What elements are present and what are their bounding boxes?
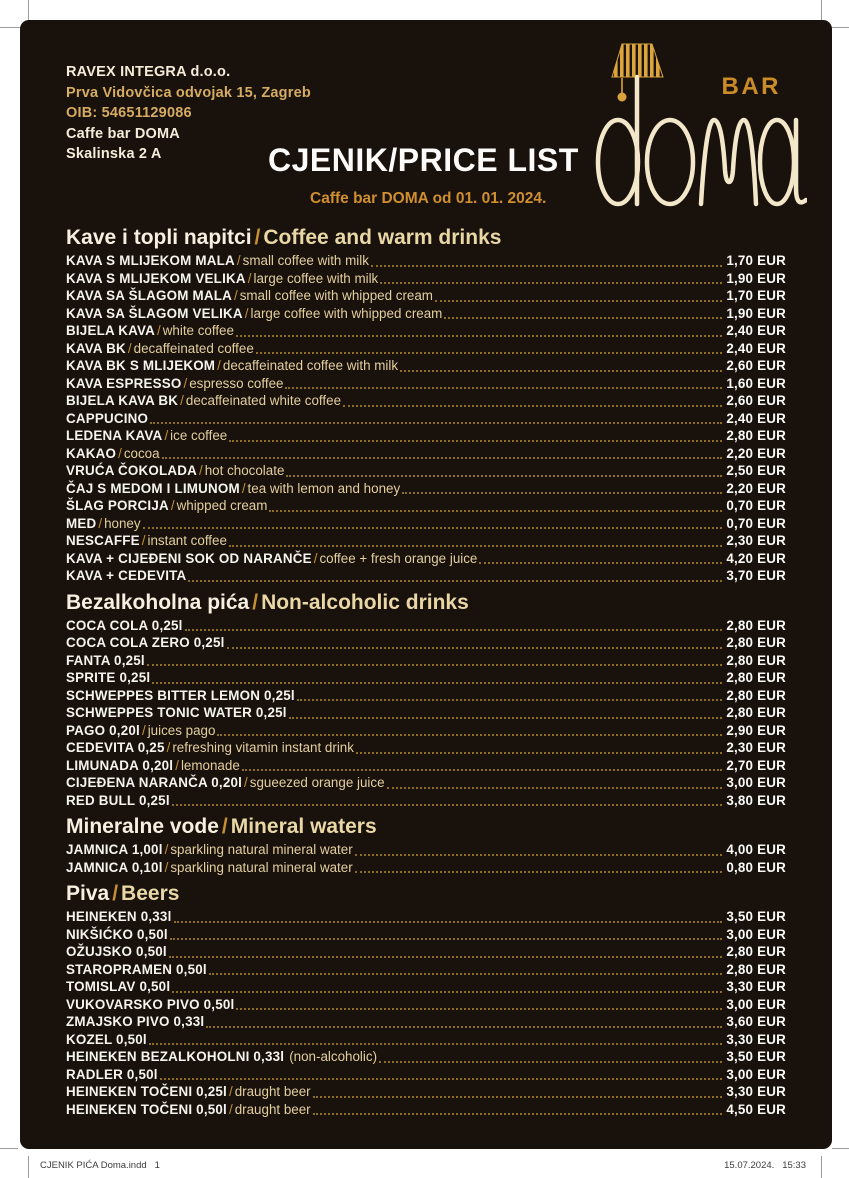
dotted-leader bbox=[387, 787, 723, 789]
item-name: NESCAFFE bbox=[66, 533, 140, 548]
item-name: HEINEKEN BEZALKOHOLNI 0,33l bbox=[66, 1049, 285, 1064]
menu-item bbox=[66, 410, 786, 428]
dotted-leader bbox=[380, 282, 722, 284]
menu-item bbox=[66, 340, 786, 358]
dotted-leader bbox=[229, 545, 722, 547]
dotted-leader bbox=[371, 265, 722, 267]
item-name: BIJELA KAVA BK bbox=[66, 393, 179, 408]
item-price: 2,80 EUR bbox=[726, 944, 786, 959]
item-price: 2,40 EUR bbox=[726, 410, 786, 426]
item-name: ZMAJSKO PIVO 0,33l bbox=[66, 1014, 205, 1029]
item-name: KAVA SA ŠLAGOM VELIKA bbox=[66, 305, 243, 321]
section-title-en: Mineral waters bbox=[230, 815, 377, 838]
menu-item bbox=[66, 978, 786, 996]
item-name: CIJEĐENA NARANČA 0,20l bbox=[66, 775, 243, 790]
dotted-leader bbox=[172, 804, 723, 806]
dotted-leader bbox=[229, 440, 722, 442]
slash: / bbox=[244, 305, 249, 321]
item-desc: large coffee with whipped cream bbox=[250, 305, 443, 321]
item-name: BIJELA KAVA bbox=[66, 323, 155, 338]
item-desc: juices pago bbox=[147, 722, 216, 738]
item-price: 2,70 EUR bbox=[726, 757, 786, 773]
item-price: 2,80 EUR bbox=[726, 652, 786, 668]
item-desc: decaffeinated coffee bbox=[133, 340, 254, 356]
crop-mark bbox=[821, 1156, 822, 1178]
item-desc: lemonade bbox=[180, 757, 240, 773]
item-desc: draught beer bbox=[234, 1084, 311, 1099]
slash: / bbox=[98, 515, 103, 531]
footer-filename: CJENIK PIĆA Doma.indd 1 bbox=[40, 1160, 160, 1171]
crop-mark bbox=[0, 27, 21, 28]
item-name: KAVA BK bbox=[66, 340, 126, 356]
item-name: STAROPRAMEN 0,50l bbox=[66, 961, 207, 977]
menu-item bbox=[66, 287, 786, 305]
item-name: JAMNICA 1,00l bbox=[66, 842, 163, 857]
menu-item bbox=[66, 996, 786, 1014]
item-desc: large coffee with milk bbox=[253, 270, 379, 286]
section-title bbox=[66, 226, 786, 249]
item-price: 2,80 EUR bbox=[726, 961, 786, 977]
item-price: 3,30 EUR bbox=[726, 979, 786, 994]
menu-item bbox=[66, 357, 786, 375]
item-price: 1,70 EUR bbox=[726, 288, 786, 303]
item-name: NIKŠIĆKO 0,50l bbox=[66, 926, 168, 942]
item-desc: tea with lemon and honey bbox=[247, 480, 401, 496]
item-desc: draught beer bbox=[234, 1101, 311, 1117]
item-desc: sparkling natural mineral water bbox=[170, 859, 353, 875]
item-name: KAVA S MLIJEKOM VELIKA bbox=[66, 270, 246, 286]
item-price: 4,50 EUR bbox=[726, 1101, 786, 1117]
item-name: TOMISLAV 0,50l bbox=[66, 979, 171, 994]
menu-item bbox=[66, 1101, 786, 1119]
dotted-leader bbox=[174, 921, 723, 923]
section-title-en: Beers bbox=[121, 882, 180, 905]
menu-item bbox=[66, 634, 786, 652]
item-price: 3,30 EUR bbox=[726, 1031, 786, 1047]
slash: / bbox=[164, 842, 169, 857]
item-price: 1,90 EUR bbox=[726, 270, 786, 286]
menu-item bbox=[66, 792, 786, 810]
item-desc: white coffee bbox=[162, 323, 234, 338]
menu-item bbox=[66, 497, 786, 515]
item-name: LEDENA KAVA bbox=[66, 428, 163, 443]
dotted-leader bbox=[402, 492, 722, 494]
item-price: 3,60 EUR bbox=[726, 1014, 786, 1029]
menu-item bbox=[66, 926, 786, 944]
item-name: SCHWEPPES TONIC WATER 0,25l bbox=[66, 705, 287, 720]
dotted-leader bbox=[379, 1061, 722, 1063]
item-price: 3,30 EUR bbox=[726, 1084, 786, 1099]
dotted-leader bbox=[170, 938, 723, 940]
menu-item bbox=[66, 841, 786, 859]
slash: / bbox=[157, 323, 161, 338]
menu-item bbox=[66, 943, 786, 961]
dotted-leader bbox=[172, 991, 722, 993]
slash: / bbox=[228, 1084, 233, 1099]
slash: / bbox=[183, 375, 188, 391]
dotted-leader bbox=[355, 871, 723, 873]
crop-mark bbox=[821, 0, 822, 20]
company-street: Skalinska 2 A bbox=[66, 146, 162, 163]
section-title-hr: Bezalkoholna pića bbox=[66, 590, 250, 614]
item-price: 4,20 EUR bbox=[726, 550, 786, 566]
item-name: OŽUJSKO 0,50l bbox=[66, 944, 167, 959]
menu-section bbox=[66, 882, 786, 1118]
item-price: 0,70 EUR bbox=[726, 515, 786, 531]
logo-bar-label: BAR bbox=[721, 73, 781, 100]
menu-item bbox=[66, 270, 786, 288]
menu-section bbox=[66, 591, 786, 810]
item-price: 2,80 EUR bbox=[726, 428, 786, 443]
item-desc: sgueezed orange juice bbox=[249, 775, 385, 790]
company-name: RAVEX INTEGRA d.o.o. bbox=[66, 64, 231, 80]
item-desc: cocoa bbox=[123, 445, 160, 461]
menu-item bbox=[66, 859, 786, 877]
item-name: CAPPUCINO bbox=[66, 410, 149, 426]
dotted-leader bbox=[206, 1026, 722, 1028]
item-price: 2,90 EUR bbox=[726, 722, 786, 738]
dotted-leader bbox=[160, 1078, 723, 1080]
item-price: 2,80 EUR bbox=[726, 617, 786, 633]
item-price: 3,00 EUR bbox=[726, 996, 786, 1012]
crop-mark bbox=[832, 1148, 849, 1149]
item-desc: espresso coffee bbox=[189, 375, 284, 391]
dotted-leader bbox=[209, 973, 723, 975]
crop-mark bbox=[28, 0, 29, 20]
item-name: KAVA S MLIJEKOM MALA bbox=[66, 253, 235, 268]
item-price: 2,60 EUR bbox=[726, 358, 786, 373]
item-name: COCA COLA ZERO 0,25l bbox=[66, 635, 225, 650]
slash: / bbox=[217, 358, 221, 373]
menu-item bbox=[66, 1048, 786, 1066]
item-name: KOZEL 0,50l bbox=[66, 1031, 147, 1047]
item-price: 2,20 EUR bbox=[726, 445, 786, 461]
dotted-leader bbox=[400, 370, 722, 372]
menu-item bbox=[66, 305, 786, 323]
item-price: 3,50 EUR bbox=[726, 909, 786, 924]
item-price: 2,30 EUR bbox=[726, 533, 786, 548]
dotted-leader bbox=[297, 699, 723, 701]
item-name: KAVA SA ŠLAGOM MALA bbox=[66, 288, 232, 303]
menu-item bbox=[66, 1083, 786, 1101]
item-price: 2,40 EUR bbox=[726, 340, 786, 356]
section-title bbox=[66, 815, 786, 838]
menu-item bbox=[66, 252, 786, 270]
item-desc: instant coffee bbox=[147, 533, 227, 548]
slash: / bbox=[141, 722, 146, 738]
slash: / bbox=[221, 815, 228, 838]
crop-mark bbox=[831, 27, 849, 28]
menu-sections bbox=[66, 226, 786, 1118]
item-price: 1,70 EUR bbox=[726, 253, 786, 268]
item-price: 2,30 EUR bbox=[726, 740, 786, 755]
slash: / bbox=[164, 428, 169, 443]
item-desc: small coffee with milk bbox=[242, 253, 369, 268]
slash: / bbox=[228, 1101, 233, 1117]
slash: / bbox=[244, 775, 248, 790]
item-price: 3,50 EUR bbox=[726, 1049, 786, 1064]
item-desc: coffee + fresh orange juice bbox=[319, 550, 478, 566]
item-name: PAGO 0,20l bbox=[66, 722, 140, 738]
crop-mark bbox=[0, 1148, 18, 1149]
crop-mark bbox=[28, 1156, 29, 1178]
item-price: 2,60 EUR bbox=[726, 393, 786, 408]
dotted-leader bbox=[149, 1043, 723, 1045]
slash: / bbox=[166, 740, 171, 755]
item-price: 3,70 EUR bbox=[726, 568, 786, 583]
item-price: 2,20 EUR bbox=[726, 480, 786, 496]
item-price: 2,80 EUR bbox=[726, 635, 786, 650]
dotted-leader bbox=[152, 682, 722, 684]
page-title: CJENIK/PRICE LIST bbox=[268, 142, 579, 178]
menu-item bbox=[66, 908, 786, 926]
slash: / bbox=[180, 393, 184, 408]
item-price: 4,00 EUR bbox=[726, 842, 786, 857]
menu-item bbox=[66, 687, 786, 705]
slash: / bbox=[252, 590, 259, 614]
menu-item bbox=[66, 652, 786, 670]
menu-item bbox=[66, 617, 786, 635]
menu-item bbox=[66, 375, 786, 393]
menu-item bbox=[66, 567, 786, 585]
menu-item bbox=[66, 515, 786, 533]
item-name: ČAJ S MEDOM I LIMUNOM bbox=[66, 480, 240, 496]
item-name: VRUĆA ČOKOLADA bbox=[66, 463, 197, 478]
dotted-leader bbox=[269, 510, 722, 512]
menu-item bbox=[66, 462, 786, 480]
dotted-leader bbox=[242, 769, 723, 771]
slash: / bbox=[175, 757, 179, 773]
item-price: 3,00 EUR bbox=[726, 926, 786, 942]
dotted-leader bbox=[147, 664, 723, 666]
menu-item bbox=[66, 1013, 786, 1031]
item-desc: (non-alcoholic) bbox=[289, 1049, 378, 1064]
slash: / bbox=[127, 340, 132, 356]
item-name: KAVA BK S MLIJEKOM bbox=[66, 358, 216, 373]
section-title-hr: Mineralne vode bbox=[66, 815, 219, 838]
slash: / bbox=[170, 498, 175, 513]
menu-item bbox=[66, 757, 786, 775]
dotted-leader bbox=[286, 475, 722, 477]
item-desc: refreshing vitamin instant drink bbox=[172, 740, 354, 755]
lamp-doma-wordmark-icon bbox=[572, 40, 807, 215]
menu-item bbox=[66, 392, 786, 410]
item-name: RED BULL 0,25l bbox=[66, 792, 170, 808]
section-title-hr: Kave i topli napitci bbox=[66, 226, 252, 249]
dotted-leader bbox=[150, 422, 722, 424]
menu-section bbox=[66, 226, 786, 585]
item-name: KAVA ESPRESSO bbox=[66, 375, 182, 391]
item-price: 2,80 EUR bbox=[726, 705, 786, 720]
footer-timestamp: 15.07.2024. 15:33 bbox=[724, 1160, 806, 1171]
dotted-leader bbox=[444, 317, 722, 319]
item-price: 2,40 EUR bbox=[726, 323, 786, 338]
slash: / bbox=[112, 882, 119, 905]
item-name: KAVA + CIJEĐENI SOK OD NARANČE bbox=[66, 550, 312, 566]
dotted-leader bbox=[143, 527, 723, 529]
item-price: 0,80 EUR bbox=[726, 859, 786, 875]
item-price: 2,50 EUR bbox=[726, 463, 786, 478]
item-desc: whipped cream bbox=[176, 498, 268, 513]
section-title-en: Non-alcoholic drinks bbox=[261, 590, 469, 614]
item-name: SCHWEPPES BITTER LEMON 0,25l bbox=[66, 687, 295, 703]
item-name: HEINEKEN TOČENI 0,50l bbox=[66, 1101, 227, 1117]
item-name: RADLER 0,50l bbox=[66, 1066, 158, 1082]
menu-item bbox=[66, 322, 786, 340]
slash: / bbox=[141, 533, 146, 548]
slash: / bbox=[236, 253, 241, 268]
slash: / bbox=[233, 288, 238, 303]
dotted-leader bbox=[236, 335, 722, 337]
menu-item bbox=[66, 739, 786, 757]
doma-logo bbox=[572, 40, 807, 215]
slash: / bbox=[164, 859, 169, 875]
item-name: HEINEKEN TOČENI 0,25l bbox=[66, 1084, 227, 1099]
menu-item bbox=[66, 445, 786, 463]
dotted-leader bbox=[217, 734, 722, 736]
slash: / bbox=[254, 226, 261, 249]
menu-item bbox=[66, 532, 786, 550]
menu-item bbox=[66, 480, 786, 498]
item-name: FANTA 0,25l bbox=[66, 652, 145, 668]
item-name: HEINEKEN 0,33l bbox=[66, 909, 172, 924]
item-desc: ice coffee bbox=[170, 428, 228, 443]
page-content bbox=[66, 20, 786, 1149]
dotted-leader bbox=[188, 580, 722, 582]
price-list-page bbox=[20, 20, 832, 1149]
dotted-leader bbox=[289, 717, 723, 719]
item-name: JAMNICA 0,10l bbox=[66, 859, 163, 875]
item-name: KAVA + CEDEVITA bbox=[66, 568, 187, 583]
company-bar-name: Caffe bar DOMA bbox=[66, 125, 180, 142]
item-name: ŠLAG PORCIJA bbox=[66, 498, 169, 513]
slash: / bbox=[313, 550, 318, 566]
item-name: MED bbox=[66, 515, 97, 531]
section-title bbox=[66, 882, 786, 905]
dotted-leader bbox=[313, 1113, 723, 1115]
menu-section bbox=[66, 815, 786, 876]
dotted-leader bbox=[227, 647, 723, 649]
slash: / bbox=[199, 463, 203, 478]
section-title-en: Coffee and warm drinks bbox=[263, 226, 502, 249]
slash: / bbox=[241, 480, 246, 496]
menu-item bbox=[66, 669, 786, 687]
dotted-leader bbox=[162, 457, 723, 459]
item-name: VUKOVARSKO PIVO 0,50l bbox=[66, 996, 235, 1012]
item-name: SPRITE 0,25l bbox=[66, 670, 151, 685]
item-price: 1,90 EUR bbox=[726, 305, 786, 321]
dotted-leader bbox=[355, 854, 723, 856]
item-desc: decaffeinated white coffee bbox=[185, 393, 342, 408]
dotted-leader bbox=[356, 752, 722, 754]
company-oib: OIB: 54651129086 bbox=[66, 105, 192, 122]
menu-item bbox=[66, 722, 786, 740]
item-name: KAKAO bbox=[66, 445, 117, 461]
company-address: Prva Vidovčica odvojak 15, Zagreb bbox=[66, 84, 311, 101]
item-name: LIMUNADA 0,20l bbox=[66, 757, 174, 773]
header bbox=[66, 20, 786, 220]
item-price: 2,80 EUR bbox=[726, 670, 786, 685]
item-name: COCA COLA 0,25l bbox=[66, 617, 183, 633]
slash: / bbox=[118, 445, 122, 461]
item-price: 3,00 EUR bbox=[726, 1066, 786, 1082]
menu-item bbox=[66, 774, 786, 792]
dotted-leader bbox=[285, 387, 722, 389]
dotted-leader bbox=[343, 405, 722, 407]
menu-item bbox=[66, 704, 786, 722]
slash: / bbox=[247, 270, 252, 286]
item-price: 2,80 EUR bbox=[726, 687, 786, 703]
item-price: 1,60 EUR bbox=[726, 375, 786, 391]
dotted-leader bbox=[236, 1008, 722, 1010]
dotted-leader bbox=[256, 352, 723, 354]
dotted-leader bbox=[169, 956, 723, 958]
page-subtitle: Caffe bar DOMA od 01. 01. 2024. bbox=[310, 190, 547, 207]
menu-item bbox=[66, 1031, 786, 1049]
menu-item bbox=[66, 427, 786, 445]
item-price: 3,00 EUR bbox=[726, 775, 786, 790]
menu-item bbox=[66, 1066, 786, 1084]
section-title bbox=[66, 591, 786, 614]
item-name: CEDEVITA 0,25 bbox=[66, 740, 165, 755]
dotted-leader bbox=[185, 629, 723, 631]
menu-item bbox=[66, 961, 786, 979]
section-title-hr: Piva bbox=[66, 882, 110, 905]
item-desc: honey bbox=[104, 515, 141, 531]
item-price: 0,70 EUR bbox=[726, 498, 786, 513]
item-price: 3,80 EUR bbox=[726, 792, 786, 808]
menu-item bbox=[66, 550, 786, 568]
dotted-leader bbox=[435, 300, 722, 302]
dotted-leader bbox=[479, 562, 722, 564]
item-desc: decaffeinated coffee with milk bbox=[222, 358, 399, 373]
item-desc: sparkling natural mineral water bbox=[170, 842, 353, 857]
item-desc: small coffee with whipped cream bbox=[239, 288, 433, 303]
dotted-leader bbox=[313, 1096, 723, 1098]
item-desc: hot chocolate bbox=[204, 463, 285, 478]
